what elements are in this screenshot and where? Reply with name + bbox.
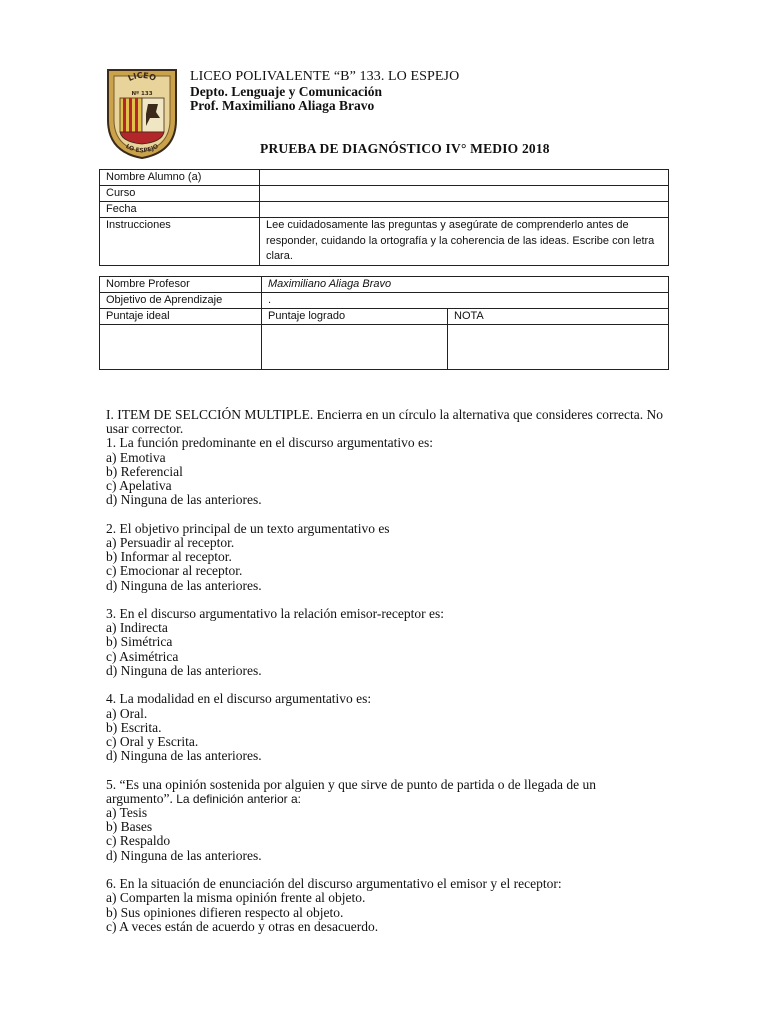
question-stem: 6. En la situación de enunciación del discurso argumentativo el emisor y el receptor: <box>106 876 562 892</box>
grade-field[interactable] <box>448 325 669 370</box>
school-name: LICEO POLIVALENTE “B” 133. LO ESPEJO <box>190 69 460 84</box>
option-b[interactable]: b) Simétrica <box>106 634 173 650</box>
option-c[interactable]: c) Asimétrica <box>106 648 179 664</box>
instructions-label: Instrucciones <box>100 218 260 266</box>
student-name-field[interactable] <box>260 170 669 186</box>
table-row <box>100 170 669 186</box>
question-stem <box>106 778 666 806</box>
option-a[interactable]: a) Emotiva <box>106 449 166 465</box>
question-stem: 4. La modalidad en el discurso argumentativo es: <box>106 691 372 707</box>
table-row <box>100 325 669 370</box>
crest-bottom-text: LO ESPEJO <box>124 142 160 155</box>
option-d[interactable]: d) Ninguna de las anteriores. <box>106 847 262 863</box>
section-title: I. ITEM DE SELCCIÓN MULTIPLE. Encierra en un círculo la alternativa que consideres correcta. No usar corrector. <box>106 407 663 437</box>
question-3 <box>106 607 666 678</box>
question-stem-main: 5. “Es una opinión sostenida por alguien y que sirve de punto de partida o de llegada de un argumento”. <box>106 776 596 806</box>
option-a[interactable]: a) Tesis <box>106 805 148 821</box>
option-a[interactable]: a) Persuadir al receptor. <box>106 534 235 550</box>
option-c[interactable]: c) Oral y Escrita. <box>106 733 199 749</box>
student-name-label: Nombre Alumno (a) <box>100 170 260 186</box>
course-label: Curso <box>100 186 260 202</box>
document-header <box>190 70 459 114</box>
option-b[interactable]: b) Sus opiniones difieren respecto al objeto. <box>106 904 344 920</box>
option-a[interactable]: a) Comparten la misma opinión frente al objeto. <box>106 890 366 906</box>
date-field[interactable] <box>260 202 669 218</box>
table-row <box>100 218 669 266</box>
objective-value[interactable]: . <box>262 293 669 309</box>
question-4 <box>106 692 666 763</box>
school-crest-logo <box>106 68 178 160</box>
option-c[interactable]: c) A veces están de acuerdo y otras en desacuerdo. <box>106 918 379 934</box>
teacher-score-table <box>99 276 669 370</box>
question-stem: 2. El objetivo principal de un texto argumentativo es <box>106 520 390 536</box>
professor-name: Prof. Maximiliano Aliaga Bravo <box>190 98 375 113</box>
score-obtained-field[interactable] <box>262 325 448 370</box>
question-stem: 1. La función predominante en el discurso argumentativo es: <box>106 435 434 451</box>
course-field[interactable] <box>260 186 669 202</box>
question-5 <box>106 778 666 863</box>
table-row <box>100 202 669 218</box>
score-ideal-field[interactable] <box>100 325 262 370</box>
student-info-table <box>99 169 669 266</box>
option-d[interactable]: d) Ninguna de las anteriores. <box>106 662 262 678</box>
table-row <box>100 293 669 309</box>
question-2 <box>106 522 666 593</box>
option-b[interactable]: b) Informar al receptor. <box>106 549 232 565</box>
table-row <box>100 277 669 293</box>
date-label: Fecha <box>100 202 260 218</box>
score-obtained-label: Puntaje logrado <box>262 309 448 325</box>
question-6 <box>106 877 666 934</box>
crest-number: Nº 133 <box>131 91 153 97</box>
department-name: Depto. Lenguaje y Comunicación <box>190 83 382 99</box>
test-body <box>106 408 666 948</box>
option-b[interactable]: b) Escrita. <box>106 719 162 735</box>
instructions-text: Lee cuidadosamente las preguntas y asegúrate de comprenderlo antes de responder, cuidando la ortografía y la coherencia de las ideas. Escribe con letra clara. <box>260 218 669 266</box>
test-title: PRUEBA DE DIAGNÓSTICO IV° MEDIO 2018 <box>260 141 550 156</box>
option-c[interactable]: c) Emocionar al receptor. <box>106 563 243 579</box>
table-row <box>100 309 669 325</box>
question-1 <box>106 436 666 507</box>
option-c[interactable]: c) Apelativa <box>106 478 172 494</box>
option-b[interactable]: b) Bases <box>106 819 153 835</box>
teacher-value: Maximiliano Aliaga Bravo <box>262 277 669 293</box>
option-a[interactable]: a) Indirecta <box>106 620 168 636</box>
question-stem: 3. En el discurso argumentativo la relación emisor-receptor es: <box>106 606 444 622</box>
score-ideal-label: Puntaje ideal <box>100 309 262 325</box>
objective-label: Objetivo de Aprendizaje <box>100 293 262 309</box>
question-stem-tail: La definición anterior a: <box>176 791 301 806</box>
option-b[interactable]: b) Referencial <box>106 463 183 479</box>
option-a[interactable]: a) Oral. <box>106 705 148 721</box>
crest-top-text: LICEO <box>126 70 158 83</box>
option-c[interactable]: c) Respaldo <box>106 833 171 849</box>
option-d[interactable]: d) Ninguna de las anteriores. <box>106 577 262 593</box>
option-d[interactable]: d) Ninguna de las anteriores. <box>106 748 262 764</box>
teacher-label: Nombre Profesor <box>100 277 262 293</box>
table-row <box>100 186 669 202</box>
option-d[interactable]: d) Ninguna de las anteriores. <box>106 492 262 508</box>
grade-label: NOTA <box>448 309 669 325</box>
